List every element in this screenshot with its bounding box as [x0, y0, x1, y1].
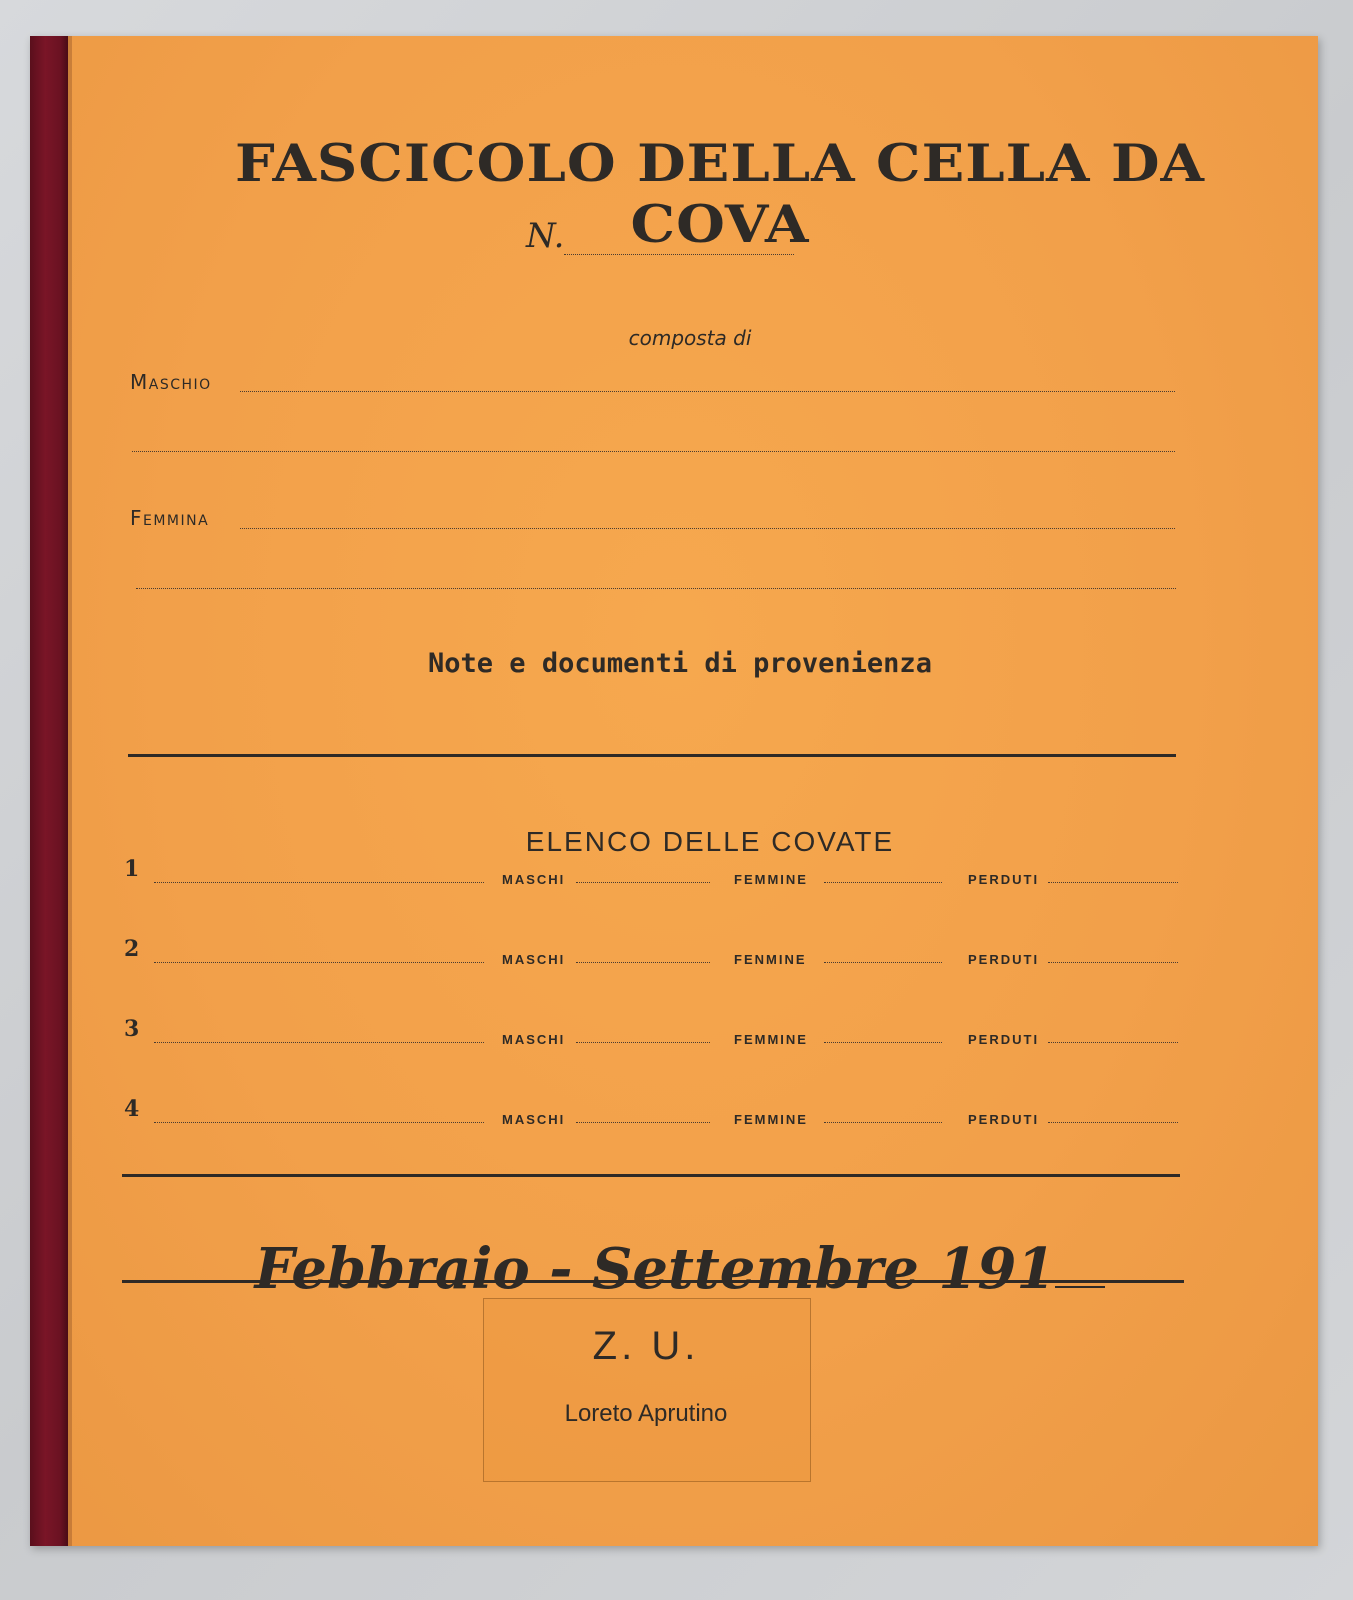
period-text	[230, 1236, 1130, 1302]
row-number: 1	[124, 856, 140, 882]
femmine-field[interactable]	[824, 1122, 942, 1123]
femmine-label: FENMINE	[734, 952, 807, 967]
maschi-label: MASCHI	[502, 952, 566, 967]
row-number: 3	[124, 1016, 140, 1042]
period-label: Febbraio - Settembre 191	[254, 1236, 1056, 1302]
maschio-field[interactable]	[240, 391, 1175, 392]
perduti-field[interactable]	[1048, 1042, 1178, 1043]
maschio-field-line-2[interactable]	[132, 451, 1175, 452]
femmine-label: FEMMINE	[734, 1112, 808, 1127]
perduti-label: PERDUTI	[968, 1032, 1040, 1047]
maschi-field[interactable]	[576, 1042, 710, 1043]
perduti-label: PERDUTI	[968, 872, 1040, 887]
stamp-initials: Z. U.	[592, 1324, 700, 1368]
femmina-field-line-2[interactable]	[136, 588, 1176, 589]
maschi-label: MASCHI	[502, 872, 566, 887]
divider-rule	[122, 1174, 1180, 1177]
composta-label: composta di	[628, 326, 752, 350]
maschi-field[interactable]	[576, 882, 710, 883]
femmine-field[interactable]	[824, 962, 942, 963]
divider-rule	[122, 1280, 1184, 1283]
maschio-label: Maschio	[130, 370, 212, 394]
femmine-label: FEMMINE	[734, 872, 808, 887]
spine-edge	[68, 36, 72, 1546]
form-title: FASCICOLO DELLA CELLA DA COVA	[234, 133, 1206, 255]
maschi-label: MASCHI	[502, 1032, 566, 1047]
divider-rule	[128, 754, 1176, 757]
row-number: 2	[124, 936, 140, 962]
perduti-label: PERDUTI	[968, 952, 1040, 967]
perduti-field[interactable]	[1048, 962, 1178, 963]
maschi-field[interactable]	[576, 1122, 710, 1123]
femmine-label: FEMMINE	[734, 1032, 808, 1047]
notes-title: Note e documenti di provenienza	[428, 648, 932, 679]
maschi-field[interactable]	[576, 962, 710, 963]
maschi-label: MASCHI	[502, 1112, 566, 1127]
perduti-label: PERDUTI	[968, 1112, 1040, 1127]
binding-spine	[30, 36, 68, 1546]
femmina-field[interactable]	[240, 528, 1175, 529]
row-number: 4	[124, 1096, 140, 1122]
row-date-field[interactable]	[154, 1042, 484, 1043]
femmina-label: Femmina	[130, 506, 210, 530]
perduti-field[interactable]	[1048, 1122, 1178, 1123]
row-date-field[interactable]	[154, 962, 484, 963]
number-label: N.	[526, 216, 565, 256]
stamp-place: Loreto Aprutino	[564, 1400, 728, 1427]
row-date-field[interactable]	[154, 882, 484, 883]
perduti-field[interactable]	[1048, 882, 1178, 883]
femmine-field[interactable]	[824, 1042, 942, 1043]
femmine-field[interactable]	[824, 882, 942, 883]
row-date-field[interactable]	[154, 1122, 484, 1123]
number-field[interactable]	[564, 254, 794, 255]
form-cover	[30, 36, 1318, 1546]
elenco-title: ELENCO DELLE COVATE	[525, 826, 895, 857]
